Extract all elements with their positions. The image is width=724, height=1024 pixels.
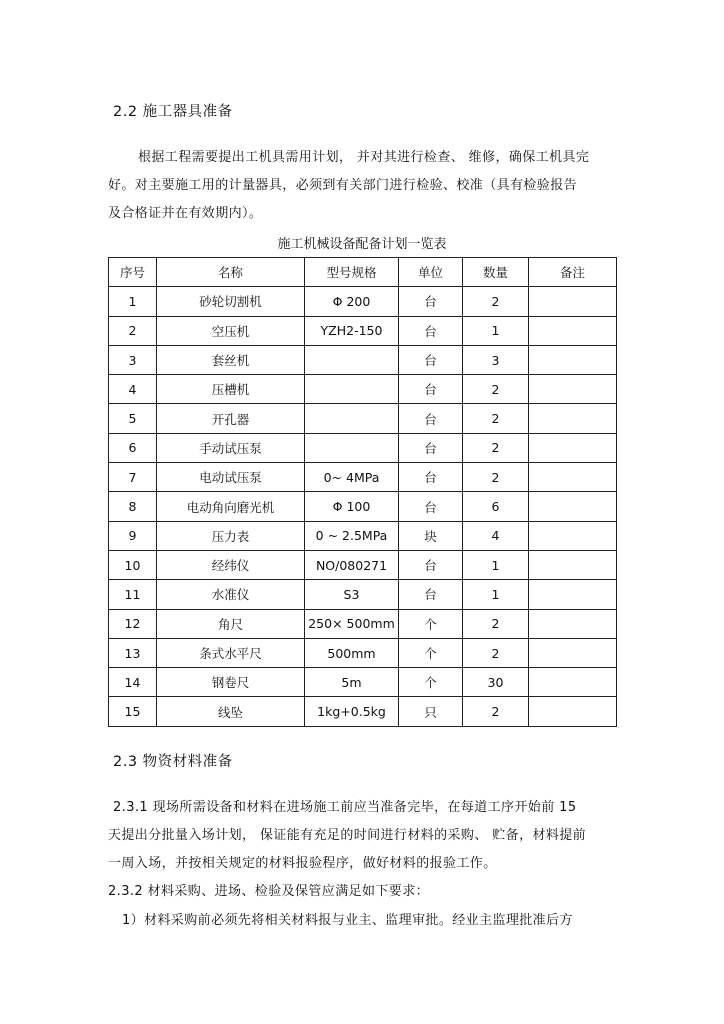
cell-index: 4 bbox=[109, 375, 157, 404]
paragraph-line: 2.3.2 材料采购、进场、检验及保管应满足如下要求： bbox=[108, 884, 430, 899]
cell-quantity: 6 bbox=[463, 492, 529, 521]
cell-index: 2 bbox=[109, 316, 157, 345]
cell-remark bbox=[529, 463, 617, 492]
cell-index: 14 bbox=[109, 668, 157, 697]
cell-name: 压槽机 bbox=[157, 375, 305, 404]
paragraph-line: 天提出分批量入场计划， 保证能有充足的时间进行材料的采购、 贮备，材料提前 bbox=[108, 828, 587, 843]
paragraph-line: 一周入场，并按相关规定的材料报验程序，做好材料的报验工作。 bbox=[108, 856, 497, 871]
table-row bbox=[109, 492, 617, 521]
section-heading-2-3: 2.3 物资材料准备 bbox=[113, 754, 233, 770]
cell-index: 7 bbox=[109, 463, 157, 492]
cell-name: 开孔器 bbox=[157, 404, 305, 433]
table-row bbox=[109, 433, 617, 462]
cell-unit: 台 bbox=[399, 316, 463, 345]
table-row bbox=[109, 638, 617, 667]
cell-remark bbox=[529, 638, 617, 667]
cell-remark bbox=[529, 521, 617, 550]
header-quantity: 数量 bbox=[463, 258, 529, 287]
header-spec: 型号规格 bbox=[305, 258, 399, 287]
cell-name: 压力表 bbox=[157, 521, 305, 550]
cell-quantity: 1 bbox=[463, 580, 529, 609]
cell-remark bbox=[529, 375, 617, 404]
table-row bbox=[109, 404, 617, 433]
cell-remark bbox=[529, 316, 617, 345]
cell-quantity: 2 bbox=[463, 463, 529, 492]
cell-quantity: 2 bbox=[463, 697, 529, 726]
table-caption: 施工机械设备配备计划一览表 bbox=[277, 237, 447, 252]
cell-spec: 0~ 4MPa bbox=[305, 463, 399, 492]
cell-unit: 个 bbox=[399, 638, 463, 667]
cell-index: 6 bbox=[109, 433, 157, 462]
table-row bbox=[109, 463, 617, 492]
cell-name: 角尺 bbox=[157, 609, 305, 638]
cell-unit: 台 bbox=[399, 433, 463, 462]
cell-remark bbox=[529, 550, 617, 579]
cell-index: 12 bbox=[109, 609, 157, 638]
paragraph-line: 根据工程需要提出工机具需用计划， 并对其进行检查、 维修，确保工机具完 bbox=[138, 150, 590, 165]
cell-unit: 台 bbox=[399, 404, 463, 433]
cell-name: 钢卷尺 bbox=[157, 668, 305, 697]
cell-spec: 0 ~ 2.5MPa bbox=[305, 521, 399, 550]
cell-spec: 500mm bbox=[305, 638, 399, 667]
cell-spec: S3 bbox=[305, 580, 399, 609]
cell-quantity: 3 bbox=[463, 345, 529, 374]
cell-unit: 只 bbox=[399, 697, 463, 726]
cell-remark bbox=[529, 580, 617, 609]
cell-spec: Φ 100 bbox=[305, 492, 399, 521]
cell-remark bbox=[529, 345, 617, 374]
table-row bbox=[109, 697, 617, 726]
cell-remark bbox=[529, 287, 617, 316]
cell-name: 经纬仪 bbox=[157, 550, 305, 579]
header-index: 序号 bbox=[109, 258, 157, 287]
cell-index: 10 bbox=[109, 550, 157, 579]
cell-spec: 1kg+0.5kg bbox=[305, 697, 399, 726]
table-row bbox=[109, 580, 617, 609]
paragraph-line: 及合格证并在有效期内）。 bbox=[108, 206, 263, 221]
cell-index: 11 bbox=[109, 580, 157, 609]
cell-name: 电动试压泵 bbox=[157, 463, 305, 492]
table-row bbox=[109, 375, 617, 404]
cell-quantity: 2 bbox=[463, 287, 529, 316]
cell-quantity: 2 bbox=[463, 433, 529, 462]
cell-name: 空压机 bbox=[157, 316, 305, 345]
cell-unit: 台 bbox=[399, 287, 463, 316]
table-row bbox=[109, 316, 617, 345]
cell-unit: 台 bbox=[399, 550, 463, 579]
cell-name: 水准仪 bbox=[157, 580, 305, 609]
cell-unit: 个 bbox=[399, 668, 463, 697]
cell-name: 条式水平尺 bbox=[157, 638, 305, 667]
cell-remark bbox=[529, 668, 617, 697]
table-row bbox=[109, 668, 617, 697]
cell-remark bbox=[529, 433, 617, 462]
cell-unit: 台 bbox=[399, 580, 463, 609]
cell-spec bbox=[305, 404, 399, 433]
table-header-row bbox=[109, 258, 617, 287]
section-heading-2-2: 2.2 施工器具准备 bbox=[113, 104, 233, 120]
cell-index: 3 bbox=[109, 345, 157, 374]
cell-name: 电动角向磨光机 bbox=[157, 492, 305, 521]
table-row bbox=[109, 609, 617, 638]
table-row bbox=[109, 521, 617, 550]
cell-index: 13 bbox=[109, 638, 157, 667]
cell-index: 1 bbox=[109, 287, 157, 316]
cell-unit: 台 bbox=[399, 375, 463, 404]
cell-quantity: 4 bbox=[463, 521, 529, 550]
cell-quantity: 2 bbox=[463, 638, 529, 667]
cell-unit: 个 bbox=[399, 609, 463, 638]
cell-unit: 台 bbox=[399, 463, 463, 492]
paragraph-line: 1）材料采购前必须先将相关材料报与业主、监理审批。经业主监理批准后方 bbox=[122, 913, 573, 928]
cell-remark bbox=[529, 404, 617, 433]
header-unit: 单位 bbox=[399, 258, 463, 287]
cell-index: 5 bbox=[109, 404, 157, 433]
paragraph-line: 2.3.1 现场所需设备和材料在进场施工前应当准备完毕，在每道工序开始前 15 bbox=[113, 800, 577, 815]
cell-name: 线坠 bbox=[157, 697, 305, 726]
header-name: 名称 bbox=[157, 258, 305, 287]
cell-quantity: 2 bbox=[463, 375, 529, 404]
cell-quantity: 1 bbox=[463, 316, 529, 345]
cell-name: 砂轮切割机 bbox=[157, 287, 305, 316]
cell-unit: 块 bbox=[399, 521, 463, 550]
cell-quantity: 1 bbox=[463, 550, 529, 579]
cell-spec: 250× 500mm bbox=[305, 609, 399, 638]
cell-spec: YZH2-150 bbox=[305, 316, 399, 345]
cell-quantity: 30 bbox=[463, 668, 529, 697]
cell-spec bbox=[305, 375, 399, 404]
cell-name: 手动试压泵 bbox=[157, 433, 305, 462]
cell-spec: NO/080271 bbox=[305, 550, 399, 579]
cell-index: 8 bbox=[109, 492, 157, 521]
equipment-table bbox=[108, 257, 617, 727]
cell-quantity: 2 bbox=[463, 404, 529, 433]
table-row bbox=[109, 287, 617, 316]
header-remark: 备注 bbox=[529, 258, 617, 287]
cell-spec bbox=[305, 433, 399, 462]
cell-unit: 台 bbox=[399, 345, 463, 374]
cell-spec: Φ 200 bbox=[305, 287, 399, 316]
table-row bbox=[109, 550, 617, 579]
table-row bbox=[109, 345, 617, 374]
cell-spec bbox=[305, 345, 399, 374]
paragraph-line: 好。对主要施工用的计量器具，必须到有关部门进行检验、校准（具有检验报告 bbox=[108, 178, 578, 193]
cell-spec: 5m bbox=[305, 668, 399, 697]
cell-unit: 台 bbox=[399, 492, 463, 521]
cell-remark bbox=[529, 609, 617, 638]
cell-remark bbox=[529, 492, 617, 521]
cell-remark bbox=[529, 697, 617, 726]
cell-index: 9 bbox=[109, 521, 157, 550]
cell-quantity: 2 bbox=[463, 609, 529, 638]
cell-index: 15 bbox=[109, 697, 157, 726]
cell-name: 套丝机 bbox=[157, 345, 305, 374]
